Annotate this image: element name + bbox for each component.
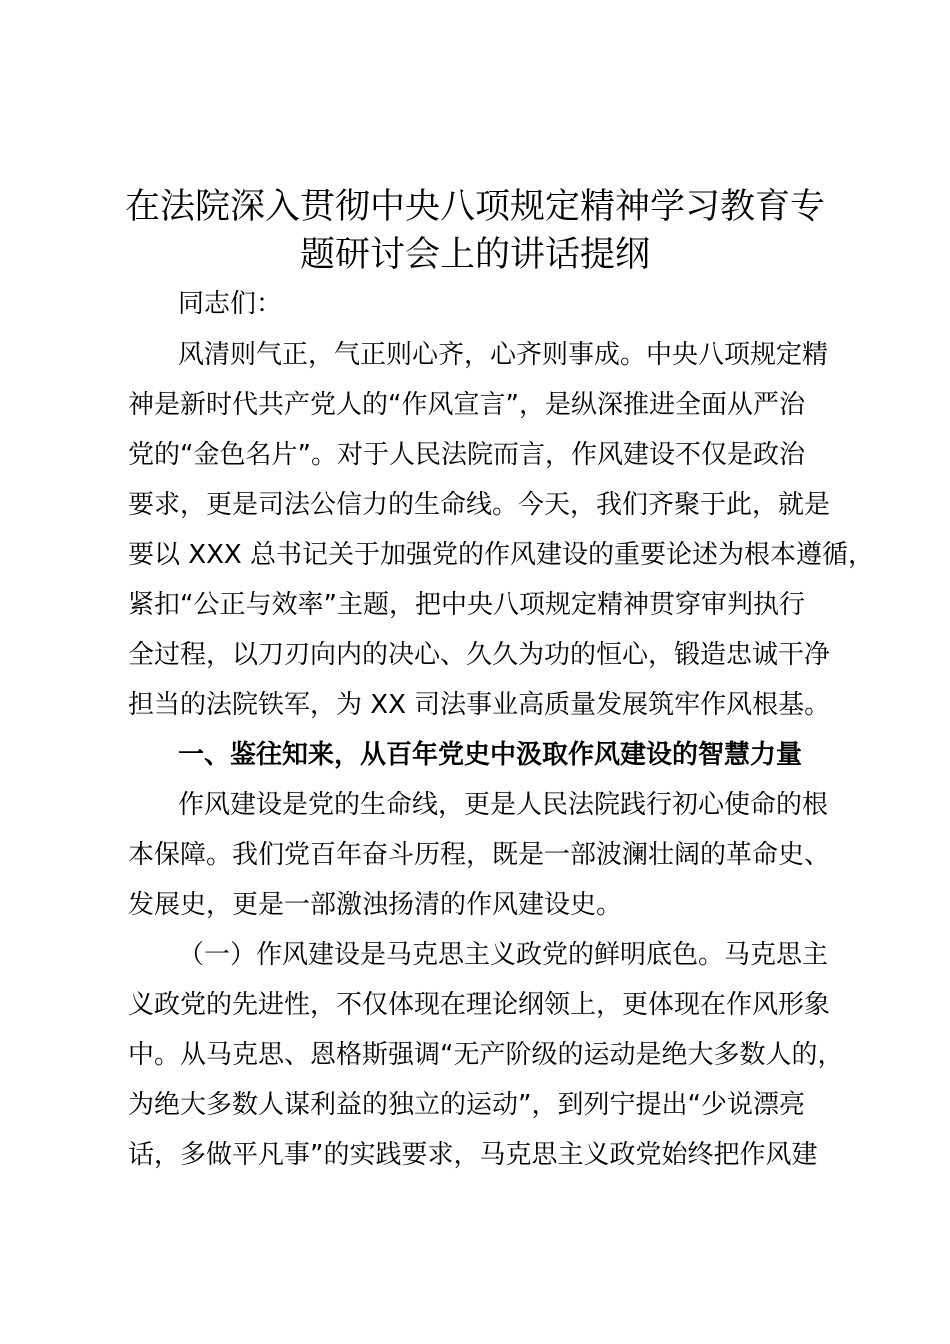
- section-heading: 一、鉴往知来，从百年党史中汲取作风建设的智慧力量: [178, 740, 803, 770]
- document-title-line-1: 在法院深入贯彻中央八项规定精神学习教育专: [124, 187, 825, 227]
- paragraph-line: 紧扣“公正与效率”主题，把中央八项规定精神贯穿审判执行: [128, 590, 805, 620]
- paragraph-line: 话，多做平凡事”的实践要求，马克思主义政党始终把作风建: [128, 1140, 818, 1170]
- document-title-line-2: 题研讨会上的讲话提纲: [299, 235, 650, 275]
- paragraph-line: 本保障。我们党百年奋斗历程，既是一部波澜壮阔的革命史、: [128, 840, 831, 870]
- paragraph-line: （一）作风建设是马克思主义政党的鲜明底色。马克思主: [178, 940, 829, 970]
- paragraph-line: 风清则气正，气正则心齐，心齐则事成。中央八项规定精: [178, 340, 829, 370]
- paragraph-line: 要求，更是司法公信力的生命线。今天，我们齐聚于此，就是: [128, 490, 831, 520]
- paragraph-line: 为绝大多数人谋利益的独立的运动”，到列宁提出“少说漂亮: [128, 1090, 805, 1120]
- paragraph-line: 中。从马克思、恩格斯强调“无产阶级的运动是绝大多数人的，: [128, 1040, 844, 1070]
- salutation: 同志们：: [178, 289, 283, 319]
- paragraph-line: 义政党的先进性，不仅体现在理论纲领上，更体现在作风形象: [128, 990, 831, 1020]
- paragraph-line: 全过程，以刀刃向内的决心、久久为功的恒心，锻造忠诚干净: [128, 640, 831, 670]
- paragraph-line: 神是新时代共产党人的“作风宣言”，是纵深推进全面从严治: [128, 390, 805, 420]
- paragraph-line: 要以 XXX 总书记关于加强党的作风建设的重要论述为根本遵循，: [128, 540, 874, 570]
- paragraph-line: 作风建设是党的生命线，更是人民法院践行初心使命的根: [178, 790, 829, 820]
- paragraph-line: 发展史，更是一部激浊扬清的作风建设史。: [128, 890, 623, 920]
- paragraph-line: 担当的法院铁军，为 XX 司法事业高质量发展筑牢作风根基。: [128, 690, 831, 720]
- paragraph-line: 党的“金色名片”。对于人民法院而言，作风建设不仅是政治: [128, 440, 805, 470]
